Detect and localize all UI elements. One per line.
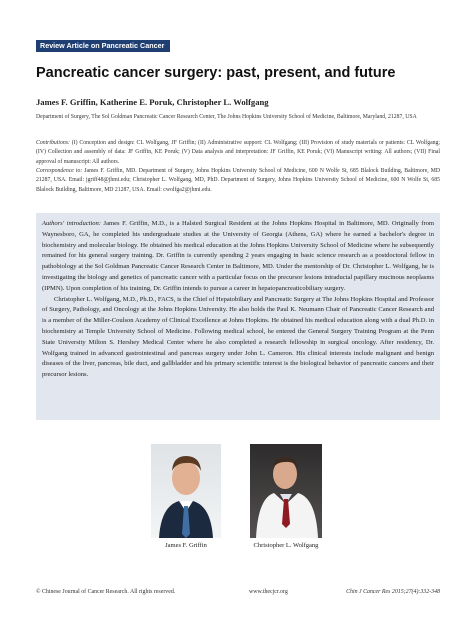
author-photo-griffin bbox=[151, 444, 221, 538]
article-title: Pancreatic cancer surgery: past, present, and future bbox=[36, 65, 396, 81]
intro-paragraph-wolfgang: Christopher L. Wolfgang, M.D., Ph.D., FACS, is the Chief of Hepatobiliary and Pancreatic Surgery at The Johns Hopkins Hospital and Professor of Surgery, Pathology, and Oncology at the Johns Hopkins University. He also holds the Paul K. Neumann Chair of Pancreatic Cancer Research and is a member of the Miller-Coulson Academy of Clinical Excellence at Johns Hopkins. He obtained his medical education along with a dual Ph.D. in biochemistry at Temple University School of Medicine. Following medical school, he entered the General Surgery Training Program at the Penn State University Milton S. Hershey Medical Center where he also completed a research fellowship in surgical oncology. After residency, Dr. Wolfgang trained in advanced gastrointestinal and pancreas surgery under John L. Cameron. His clinical interests include malignant and benign diseases of the liver, pancreas, bile duct, and gallbladder and his primary scientific interest is the biological behavior of pancreatic cancers and their precursor lesions. bbox=[42, 295, 434, 379]
footer-url[interactable]: www.thecjcr.org bbox=[249, 589, 288, 595]
correspondence-text: James F. Griffin, MD. Department of Surgery, Johns Hopkins University School of Medicine, 600 N Wolfe St, 685 Blalock Building, Baltimore, MD 21287, USA. Email: jgriff48@jhmi.edu; Christopher L. Wolfgang, MD, PhD. Department of Surgery, Johns Hopkins University School of Medicine, 600 N Wolfe St, 685 Blalock Building, Baltimore, MD 21287, USA. Email: cwolfga2@jhmi.edu. bbox=[36, 168, 440, 193]
authors-introduction-box bbox=[36, 213, 440, 420]
article-type-banner bbox=[36, 40, 170, 52]
author-list: James F. Griffin, Katherine E. Poruk, Christopher L. Wolfgang bbox=[36, 97, 269, 107]
author-photo-wolfgang bbox=[250, 444, 322, 538]
footer-citation: Chin J Cancer Res 2015;27(4):332-348 bbox=[346, 589, 440, 595]
contributions-text: (I) Conception and design: CL Wolfgang, JF Griffin; (II) Administrative support: CL Wolfgang; (III) Provision of study materials or patients: CL Wolfgang; (IV) Collection and assembly of data: JF Griffin, KE Poruk; (V) Data analysis and interpretation: JF Griffin, KE Poruk; (VI) Manuscript writing: All authors; (VII) Final approval of manuscript: All authors. bbox=[36, 140, 440, 165]
photo-caption-wolfgang: Christopher L. Wolfgang bbox=[253, 542, 319, 549]
intro-label: Authors' introduction: bbox=[42, 220, 101, 227]
correspondence-label: Correspondence to: bbox=[36, 168, 83, 174]
article-type-label: Review Article on Pancreatic Cancer bbox=[40, 41, 165, 50]
contributions bbox=[36, 139, 440, 167]
correspondence bbox=[36, 167, 440, 195]
affiliation: Department of Surgery, The Sol Goldman Pancreatic Cancer Research Center, The Johns Hopkins University School of Medicine, Baltimore, Maryland, 21287, USA bbox=[36, 114, 417, 120]
intro-paragraph-griffin bbox=[36, 213, 440, 295]
contributions-label: Contributions: bbox=[36, 140, 70, 146]
intro-text-griffin: James F. Griffin, M.D., is a Halsted Surgical Resident at the Johns Hopkins Hospital in Baltimore, MD. Originally from Waynesboro, GA, he completed his undergraduate studies at the University of Georgia (Athens, GA) where he earned a bachelor's degree in biochemistry and molecular biology. He obtained his medical education at the Johns Hopkins University School of Medicine where he subsequently remained for his general surgery training. Dr. Griffin is currently spending 2 years engaging in basic science research as a postdoctoral fellow in pathobiology at the Sol Goldman Pancreatic Cancer Research Center in Baltimore, MD. Under the mentorship of Dr. Christopher L. Wolfgang, he is investigating the biology and genetics of pancreatic cancer with a particular focus on the precursor lesions intraductal papillary mucinous neoplasms (IPMN). Upon completion of his training, Dr. Griffin intends to pursue a career in hepatopancreaticobiliary surgery. bbox=[42, 220, 435, 292]
footer-copyright: © Chinese Journal of Cancer Research. All rights reserved. bbox=[36, 589, 176, 595]
photo-caption-griffin: James F. Griffin bbox=[165, 542, 207, 549]
